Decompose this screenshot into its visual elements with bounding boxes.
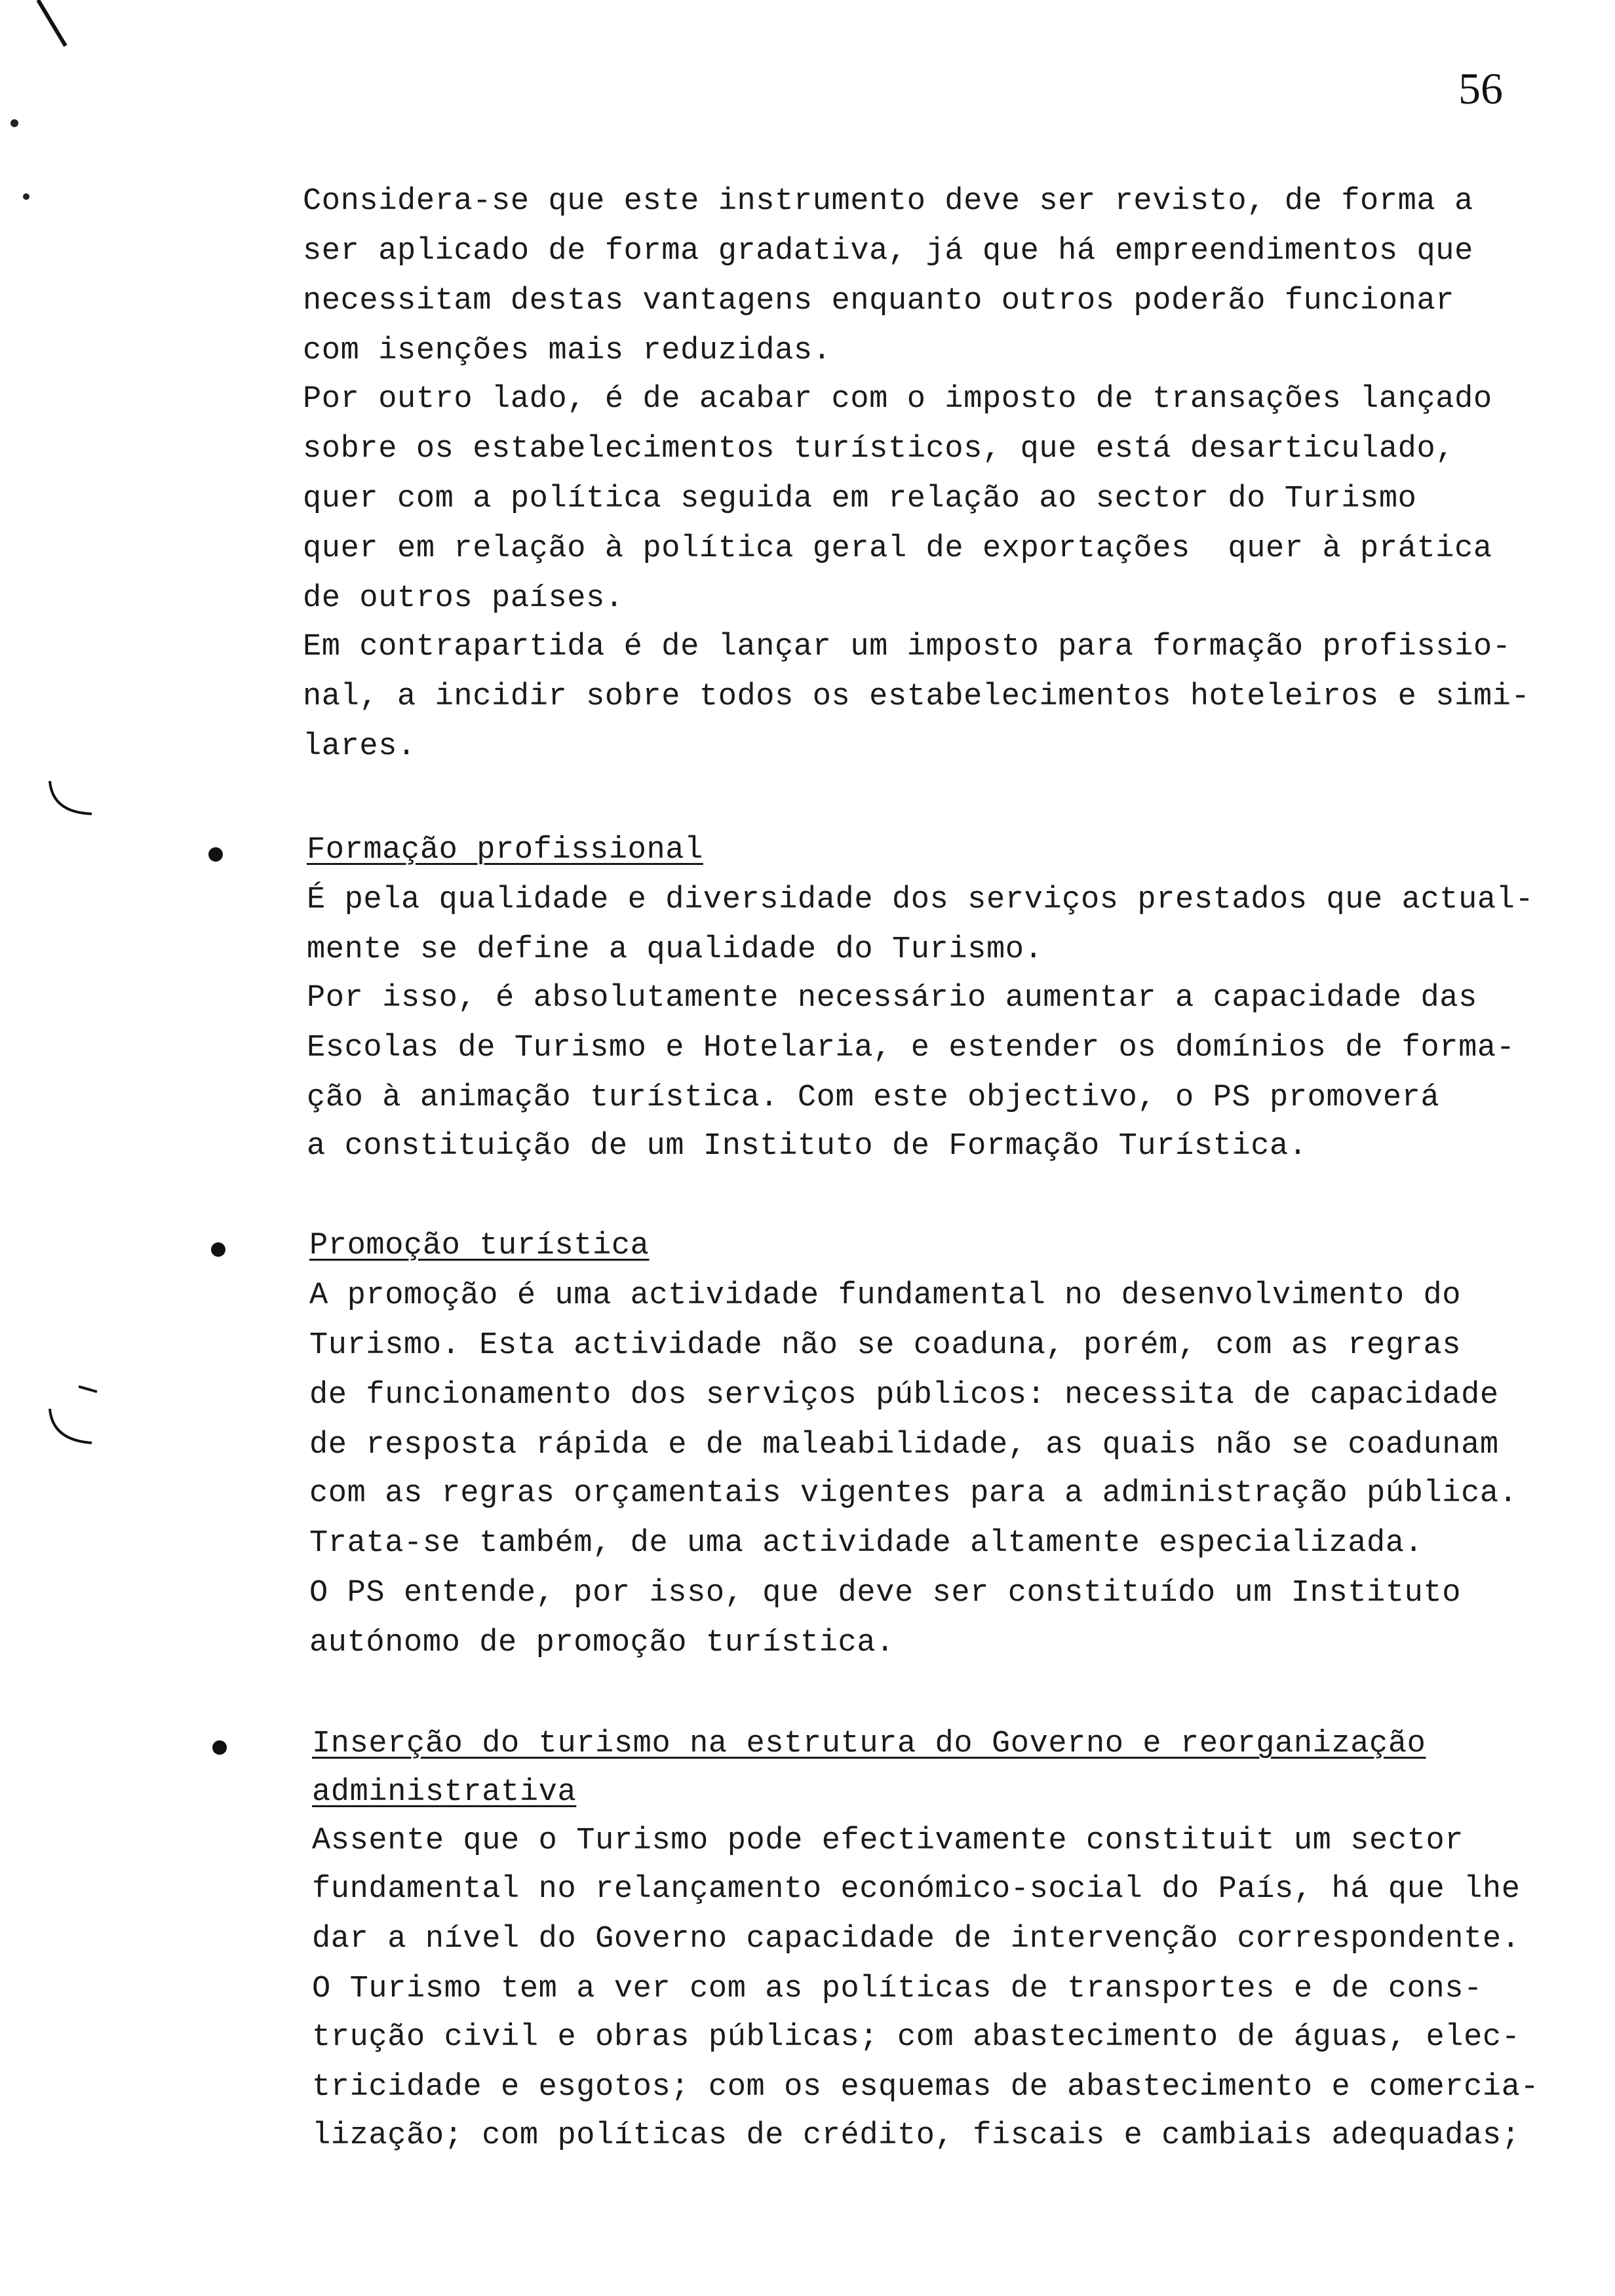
text-line: ser aplicado de forma gradativa, já que há empreendimentos que [303,234,1473,269]
text-line: mente se define a qualidade do Turismo. [307,932,1043,967]
section-heading: administrativa [312,1775,577,1810]
text-line: Considera-se que este instrumento deve ser revisto, de forma a [303,184,1473,219]
text-line: dar a nível do Governo capacidade de intervenção correspondente. [312,1922,1521,1957]
text-line: Escolas de Turismo e Hotelaria, e estender os domínios de forma- [307,1031,1515,1065]
text-line: lares. [303,729,416,764]
text-line: É pela qualidade e diversidade dos serviços prestados que actual- [307,883,1534,917]
text-line: nal, a incidir sobre todos os estabelecimentos hoteleiros e simi- [303,679,1530,714]
text-line: lização; com políticas de crédito, fiscais e cambiais adequadas; [312,2118,1521,2153]
text-line: Turismo. Esta actividade não se coaduna, porém, com as regras [309,1328,1462,1363]
section-formacao-profissional [307,831,1591,1185]
section-heading: Promoção turística [309,1229,650,1263]
text-line: com as regras orçamentais vigentes para a administração pública. [309,1476,1518,1511]
section-heading: Inserção do turismo na estrutura do Governo e reorganização [312,1727,1426,1761]
text-line: fundamental no relançamento económico-social do País, há que lhe [312,1872,1521,1907]
text-line: Em contrapartida é de lançar um imposto para formação profissio- [303,630,1511,664]
text-line: O Turismo tem a ver com as políticas de transportes e de cons- [312,1972,1483,2006]
scan-mark-left-bracket-2 [46,1383,105,1455]
bullet-marker [212,1740,227,1755]
scan-mark-top-left [0,0,92,236]
text-line: autónomo de promoção turística. [309,1626,895,1660]
intro-paragraph [303,182,1581,772]
scan-mark-left-bracket-1 [46,780,105,826]
text-line: tricidade e esgotos; com os esquemas de abastecimento e comercia- [312,2070,1540,2105]
section-promocao-turistica [309,1227,1594,1685]
text-line: a constituição de um Instituto de Formação Turística. [307,1129,1308,1164]
text-line: trução civil e obras públicas; com abastecimento de águas, elec- [312,2020,1521,2055]
text-line: necessitam destas vantagens enquanto outros poderão funcionar [303,284,1455,318]
text-line: quer com a política seguida em relação ao sector do Turismo [303,482,1417,516]
text-line: com isenções mais reduzidas. [303,334,832,368]
text-line: Assente que o Turismo pode efectivamente constituit um sector [312,1824,1464,1858]
text-line: A promoção é uma actividade fundamental no desenvolvimento do [309,1278,1462,1313]
text-line: Trata-se também, de uma actividade altamente especializada. [309,1526,1424,1561]
text-line: ção à animação turística. Com este objectivo, o PS promoverá [307,1081,1440,1115]
text-line: de resposta rápida e de maleabilidade, as quais não se coadunam [309,1428,1499,1463]
page-number: 56 [1458,64,1503,113]
text-line: de funcionamento dos serviços públicos: necessita de capacidade [309,1378,1499,1413]
text-line: Por isso, é absolutamente necessário aumentar a capacidade das [307,981,1477,1016]
bullet-marker [211,1242,225,1257]
text-line: O PS entende, por isso, que deve ser constituído um Instituto [309,1576,1462,1611]
section-insercao-turismo [312,1725,1597,2223]
text-line: Por outro lado, é de acabar com o imposto de transações lançado [303,382,1492,417]
text-line: quer em relação à política geral de exportações quer à prática [303,531,1492,566]
bullet-marker [208,847,223,862]
text-line: de outros países. [303,581,624,616]
text-line: sobre os estabelecimentos turísticos, que está desarticulado, [303,432,1455,467]
section-heading: Formação profissional [307,833,703,868]
